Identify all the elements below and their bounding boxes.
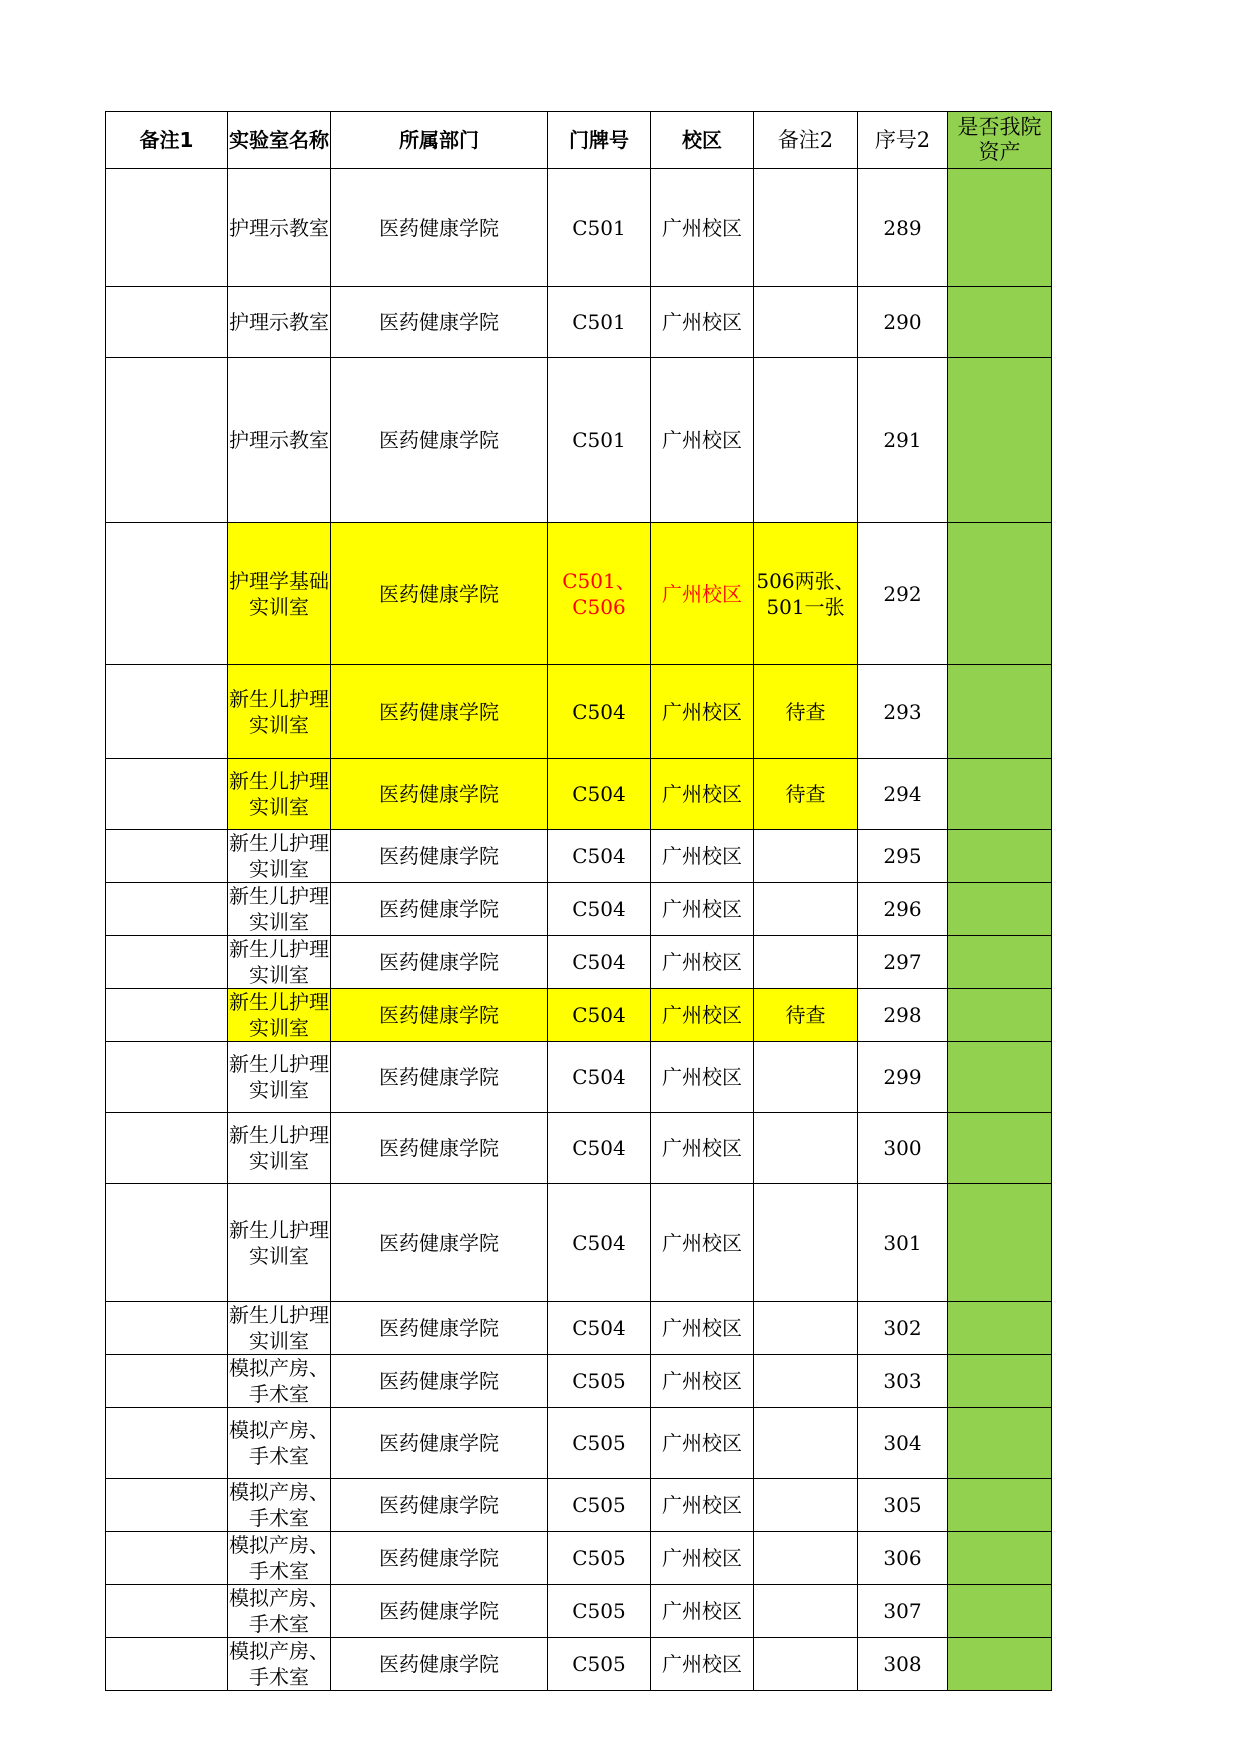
header-lab-name: 实验室名称 xyxy=(228,112,331,169)
lab-name-cell: 模拟产房、手术室 xyxy=(229,1639,329,1689)
campus-cell: 广州校区 xyxy=(651,665,754,759)
campus-cell: 广州校区 xyxy=(651,1532,754,1585)
department-cell: 医药健康学院 xyxy=(331,830,548,883)
note2-cell xyxy=(754,358,858,523)
table-row xyxy=(106,1479,1052,1532)
lab-name-cell: 新生儿护理实训室 xyxy=(229,990,329,1040)
seq2-cell: 295 xyxy=(858,830,948,883)
room-no-cell: C505 xyxy=(548,1479,651,1532)
note1-cell xyxy=(106,883,228,936)
department-cell: 医药健康学院 xyxy=(331,523,548,665)
seq2-cell: 304 xyxy=(858,1408,948,1479)
seq2-cell: 308 xyxy=(858,1638,948,1691)
table-row xyxy=(106,523,1052,665)
department-cell: 医药健康学院 xyxy=(331,358,548,523)
table-row xyxy=(106,1638,1052,1691)
note1-cell xyxy=(106,1479,228,1532)
is-asset-cell xyxy=(948,1638,1052,1691)
lab-name-cell: 新生儿护理实训室 xyxy=(228,1184,331,1302)
campus-cell: 广州校区 xyxy=(651,883,754,936)
note2-cell xyxy=(754,1532,858,1585)
is-asset-cell xyxy=(948,1184,1052,1302)
department-cell: 医药健康学院 xyxy=(331,287,548,358)
campus-cell: 广州校区 xyxy=(651,1184,754,1302)
room-no-cell: C505 xyxy=(548,1355,651,1408)
room-no-cell: C504 xyxy=(548,1302,651,1355)
room-no-cell: C505 xyxy=(548,1532,651,1585)
lab-name-cell: 新生儿护理实训室 xyxy=(229,884,329,934)
note2-cell xyxy=(754,1184,858,1302)
table-row xyxy=(106,936,1052,989)
seq2-cell: 307 xyxy=(858,1585,948,1638)
department-cell: 医药健康学院 xyxy=(331,665,548,759)
is-asset-cell xyxy=(948,523,1052,665)
is-asset-cell xyxy=(948,1479,1052,1532)
table-row xyxy=(106,1408,1052,1479)
campus-cell: 广州校区 xyxy=(651,1408,754,1479)
room-no-cell: C505 xyxy=(548,1638,651,1691)
is-asset-cell xyxy=(948,1408,1052,1479)
note2-cell xyxy=(754,1042,858,1113)
note1-cell xyxy=(106,830,228,883)
room-no-cell: C504 xyxy=(548,1113,651,1184)
department-cell: 医药健康学院 xyxy=(331,1408,548,1479)
seq2-cell: 290 xyxy=(858,287,948,358)
department-cell: 医药健康学院 xyxy=(331,1532,548,1585)
is-asset-cell xyxy=(948,358,1052,523)
seq2-cell: 303 xyxy=(858,1355,948,1408)
room-no-cell: C501、C506 xyxy=(548,523,651,665)
department-cell: 医药健康学院 xyxy=(331,1184,548,1302)
room-no-cell: C504 xyxy=(548,665,651,759)
seq2-cell: 292 xyxy=(858,523,948,665)
lab-name-cell: 护理示教室 xyxy=(228,169,331,287)
seq2-cell: 305 xyxy=(858,1479,948,1532)
is-asset-cell xyxy=(948,936,1052,989)
seq2-cell: 301 xyxy=(858,1184,948,1302)
campus-cell: 广州校区 xyxy=(651,1042,754,1113)
is-asset-cell xyxy=(948,1585,1052,1638)
lab-asset-table xyxy=(105,111,1052,1691)
table-row xyxy=(106,1355,1052,1408)
note1-cell xyxy=(106,1355,228,1408)
department-cell: 医药健康学院 xyxy=(331,759,548,830)
note2-cell: 待查 xyxy=(754,759,858,830)
table-row xyxy=(106,1113,1052,1184)
table-row xyxy=(106,287,1052,358)
table-row xyxy=(106,830,1052,883)
note2-cell xyxy=(754,1113,858,1184)
room-no-cell: C501 xyxy=(548,169,651,287)
note1-cell xyxy=(106,1638,228,1691)
lab-name-cell: 模拟产房、手术室 xyxy=(229,1533,329,1583)
note1-cell xyxy=(106,287,228,358)
is-asset-cell xyxy=(948,830,1052,883)
seq2-cell: 294 xyxy=(858,759,948,830)
department-cell: 医药健康学院 xyxy=(331,1042,548,1113)
header-seq2: 序号2 xyxy=(858,112,948,169)
is-asset-cell xyxy=(948,883,1052,936)
room-no-cell: C504 xyxy=(548,883,651,936)
seq2-cell: 306 xyxy=(858,1532,948,1585)
seq2-cell: 296 xyxy=(858,883,948,936)
note1-cell xyxy=(106,759,228,830)
lab-name-cell: 新生儿护理实训室 xyxy=(229,831,329,881)
table-row xyxy=(106,883,1052,936)
is-asset-cell xyxy=(948,759,1052,830)
note2-cell xyxy=(754,883,858,936)
note2-cell: 待查 xyxy=(754,989,858,1042)
lab-name-cell: 新生儿护理实训室 xyxy=(228,759,331,830)
note1-cell xyxy=(106,1184,228,1302)
note2-cell xyxy=(754,1408,858,1479)
campus-cell: 广州校区 xyxy=(651,759,754,830)
room-no-cell: C504 xyxy=(548,1184,651,1302)
room-no-cell: C501 xyxy=(548,358,651,523)
is-asset-cell xyxy=(948,1532,1052,1585)
department-cell: 医药健康学院 xyxy=(331,883,548,936)
seq2-cell: 302 xyxy=(858,1302,948,1355)
note1-cell xyxy=(106,169,228,287)
note2-cell xyxy=(754,1479,858,1532)
header-is-asset: 是否我院资产 xyxy=(948,112,1052,169)
note1-cell xyxy=(106,665,228,759)
lab-name-cell: 新生儿护理实训室 xyxy=(228,1042,331,1113)
seq2-cell: 298 xyxy=(858,989,948,1042)
note1-cell xyxy=(106,1585,228,1638)
lab-name-cell: 护理示教室 xyxy=(228,287,331,358)
campus-cell: 广州校区 xyxy=(651,830,754,883)
room-no-cell: C505 xyxy=(548,1585,651,1638)
lab-name-cell: 护理学基础实训室 xyxy=(228,523,331,665)
note2-cell xyxy=(754,936,858,989)
department-cell: 医药健康学院 xyxy=(331,1355,548,1408)
note2-cell: 待查 xyxy=(754,665,858,759)
campus-cell: 广州校区 xyxy=(651,287,754,358)
header-note2: 备注2 xyxy=(754,112,858,169)
note1-cell xyxy=(106,989,228,1042)
table-row xyxy=(106,1184,1052,1302)
lab-name-cell: 模拟产房、手术室 xyxy=(228,1408,331,1479)
table-row xyxy=(106,358,1052,523)
table-row xyxy=(106,759,1052,830)
lab-name-cell: 新生儿护理实训室 xyxy=(229,1303,329,1353)
header-note1: 备注1 xyxy=(106,112,228,169)
note1-cell xyxy=(106,1408,228,1479)
seq2-cell: 299 xyxy=(858,1042,948,1113)
campus-cell: 广州校区 xyxy=(651,936,754,989)
table-row xyxy=(106,1042,1052,1113)
is-asset-cell xyxy=(948,287,1052,358)
department-cell: 医药健康学院 xyxy=(331,169,548,287)
table-row xyxy=(106,169,1052,287)
note1-cell xyxy=(106,1113,228,1184)
note2-cell xyxy=(754,830,858,883)
note1-cell xyxy=(106,358,228,523)
note2-cell xyxy=(754,1638,858,1691)
campus-cell: 广州校区 xyxy=(651,1585,754,1638)
note2-cell xyxy=(754,169,858,287)
header-department: 所属部门 xyxy=(331,112,548,169)
room-no-cell: C504 xyxy=(548,1042,651,1113)
header-row xyxy=(106,112,1052,169)
department-cell: 医药健康学院 xyxy=(331,989,548,1042)
lab-name-cell: 模拟产房、手术室 xyxy=(229,1356,329,1406)
campus-cell: 广州校区 xyxy=(651,523,754,665)
header-campus: 校区 xyxy=(651,112,754,169)
department-cell: 医药健康学院 xyxy=(331,936,548,989)
note2-cell xyxy=(754,1355,858,1408)
campus-cell: 广州校区 xyxy=(651,1302,754,1355)
table-row xyxy=(106,1532,1052,1585)
note1-cell xyxy=(106,523,228,665)
note1-cell xyxy=(106,1532,228,1585)
department-cell: 医药健康学院 xyxy=(331,1302,548,1355)
room-no-cell: C504 xyxy=(548,830,651,883)
campus-cell: 广州校区 xyxy=(651,989,754,1042)
note2-cell xyxy=(754,1585,858,1638)
lab-name-cell: 模拟产房、手术室 xyxy=(229,1586,329,1636)
is-asset-cell xyxy=(948,1113,1052,1184)
room-no-cell: C504 xyxy=(548,936,651,989)
note2-cell: 506两张、501一张 xyxy=(754,523,858,665)
is-asset-cell xyxy=(948,989,1052,1042)
room-no-cell: C501 xyxy=(548,287,651,358)
seq2-cell: 289 xyxy=(858,169,948,287)
department-cell: 医药健康学院 xyxy=(331,1479,548,1532)
room-no-cell: C504 xyxy=(548,759,651,830)
is-asset-cell xyxy=(948,1302,1052,1355)
seq2-cell: 297 xyxy=(858,936,948,989)
note2-cell xyxy=(754,1302,858,1355)
seq2-cell: 291 xyxy=(858,358,948,523)
department-cell: 医药健康学院 xyxy=(331,1638,548,1691)
campus-cell: 广州校区 xyxy=(651,169,754,287)
campus-cell: 广州校区 xyxy=(651,1638,754,1691)
header-room-no: 门牌号 xyxy=(548,112,651,169)
is-asset-cell xyxy=(948,1042,1052,1113)
table-row xyxy=(106,1585,1052,1638)
is-asset-cell xyxy=(948,665,1052,759)
lab-name-cell: 新生儿护理实训室 xyxy=(228,1113,331,1184)
campus-cell: 广州校区 xyxy=(651,1113,754,1184)
lab-name-cell: 新生儿护理实训室 xyxy=(228,665,331,759)
lab-name-cell: 护理示教室 xyxy=(228,358,331,523)
lab-name-cell: 模拟产房、手术室 xyxy=(229,1480,329,1530)
lab-name-cell: 新生儿护理实训室 xyxy=(229,937,329,987)
is-asset-cell xyxy=(948,169,1052,287)
table-row xyxy=(106,1302,1052,1355)
department-cell: 医药健康学院 xyxy=(331,1113,548,1184)
note2-cell xyxy=(754,287,858,358)
campus-cell: 广州校区 xyxy=(651,358,754,523)
table-row xyxy=(106,989,1052,1042)
room-no-cell: C505 xyxy=(548,1408,651,1479)
note1-cell xyxy=(106,1042,228,1113)
note1-cell xyxy=(106,1302,228,1355)
is-asset-cell xyxy=(948,1355,1052,1408)
note1-cell xyxy=(106,936,228,989)
campus-cell: 广州校区 xyxy=(651,1355,754,1408)
table-row xyxy=(106,665,1052,759)
department-cell: 医药健康学院 xyxy=(331,1585,548,1638)
seq2-cell: 293 xyxy=(858,665,948,759)
campus-cell: 广州校区 xyxy=(651,1479,754,1532)
seq2-cell: 300 xyxy=(858,1113,948,1184)
room-no-cell: C504 xyxy=(548,989,651,1042)
